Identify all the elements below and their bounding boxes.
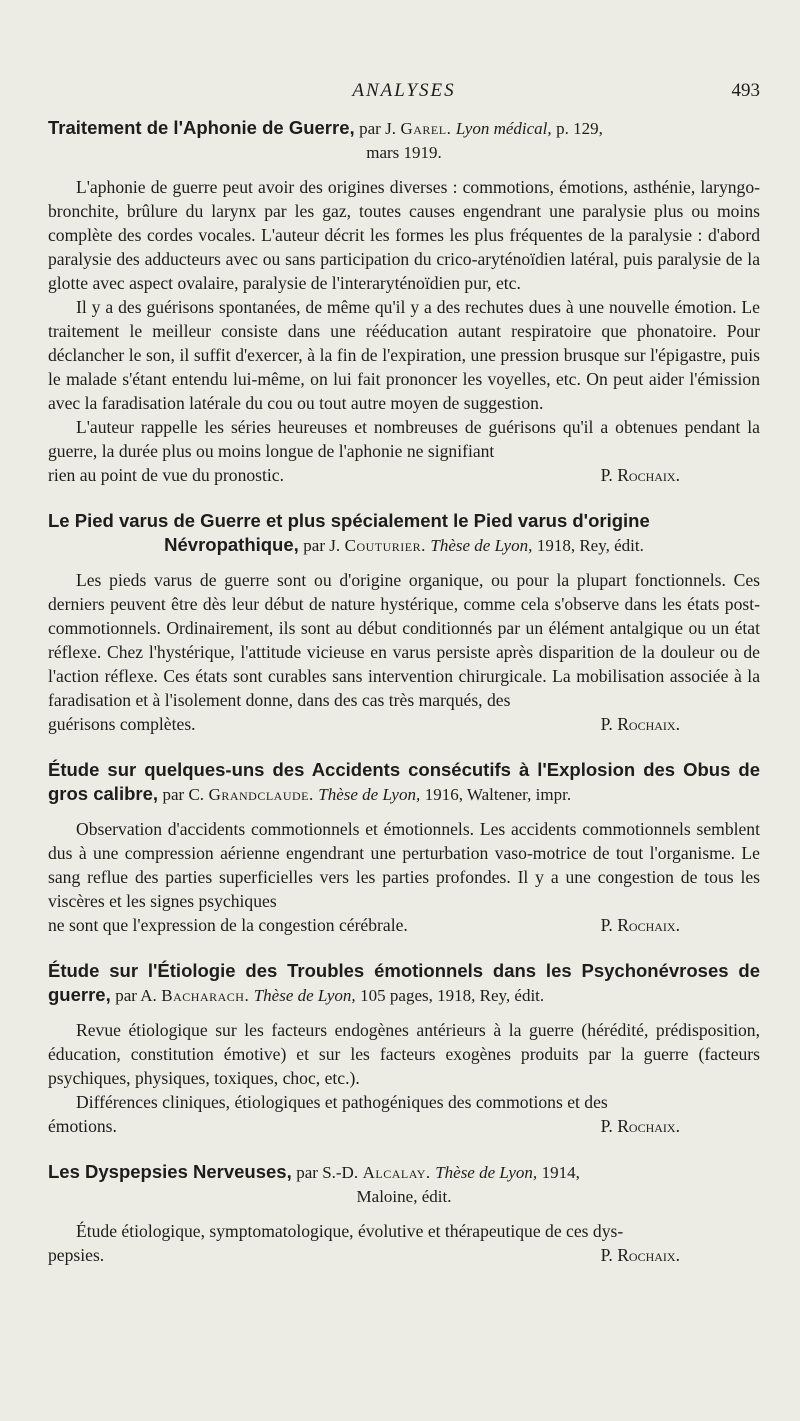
source-details: 105 pages, 1918, Rey, édit.	[360, 986, 545, 1005]
article-title: Le Pied varus de Guerre et plus spécialement le Pied varus d'origine	[48, 510, 650, 531]
running-title: ANALYSES	[352, 80, 456, 101]
article-title: Étude sur quelques-uns des Accidents consécutifs à l'Explosion des Obus de gros calibre,	[48, 759, 760, 804]
publisher: Maloine, édit.	[356, 1187, 452, 1206]
byline-prefix: par J.	[303, 536, 341, 555]
page-number: 493	[731, 80, 760, 101]
paragraph: Les pieds varus de guerre sont ou d'origine organique, ou pour la plupart fonctionnels. Ces derniers peuvent être dès leur début de nature hystérique, comme cela s'observe dans les états post-commotionnels. Ordinairement, ils sont au début conditionnés par un élément antalgique ou un état réflexe. Chez l'hystérique, l'attitude vicieuse en varus persiste après disparition de la douleur ou de l'action réflexe. Ces états sont curables sans intervention chirurgicale. La mobilisation associée à la faradisation et à l'isolement donne, dans des cas très marqués, des	[48, 570, 760, 710]
article-heading	[48, 1160, 760, 1209]
source-journal: Thèse de Lyon,	[318, 785, 421, 804]
source-details: 1916, Waltener, impr.	[424, 785, 572, 804]
signature: P. Rochaix.	[600, 714, 680, 734]
closing-text: pepsies.	[48, 1245, 105, 1265]
source-journal: Thèse de Lyon,	[435, 1163, 538, 1182]
closing-text: émotions.	[48, 1116, 117, 1136]
article-title: Traitement de l'Aphonie de Guerre,	[48, 117, 355, 138]
signature: P. Rochaix.	[600, 1116, 680, 1136]
source-details: 1914,	[541, 1163, 580, 1182]
byline-prefix: par S.-D.	[296, 1163, 359, 1182]
author-name: Alcalay.	[362, 1163, 431, 1182]
source-journal: Thèse de Lyon,	[430, 536, 533, 555]
signature: P. Rochaix.	[600, 915, 680, 935]
source-journal: Lyon médical,	[455, 119, 552, 138]
signature: P. Rochaix.	[600, 1245, 680, 1265]
article-dyspepsies	[48, 1160, 760, 1267]
source-details: 1918, Rey, édit.	[536, 536, 644, 555]
source-journal: Thèse de Lyon,	[253, 986, 356, 1005]
article-heading	[48, 758, 760, 807]
byline-prefix: par A.	[115, 986, 157, 1005]
source-date: mars 1919.	[366, 143, 442, 162]
paragraph: Observation d'accidents commotionnels et émotionnels. Les accidents commotionnels semblent dus à une compression aérienne engendrant une perturbation vaso-motrice de tout l'organisme. Le sang reflue des parties superficielles vers les parties profondes. Il y a une congestion de tous les viscères et les signes psychiques	[48, 819, 760, 911]
article-etiologie	[48, 959, 760, 1138]
closing-text: guérisons complètes.	[48, 714, 196, 734]
author-name: Bacharach.	[161, 986, 250, 1005]
article-heading-line-2	[48, 533, 760, 558]
paragraph: Revue étiologique sur les facteurs endogènes antérieurs à la guerre (hérédité, prédisposition, éducation, constitution émotive) et sur les facteurs exogènes produits par la guerre (facteurs psychiques, physiques, toxiques, choc, etc.).	[48, 1020, 760, 1088]
page-content	[48, 116, 760, 1289]
closing-line	[48, 712, 760, 736]
article-aphonie	[48, 116, 760, 487]
author-name: Garel.	[400, 119, 452, 138]
paragraph: Différences cliniques, étiologiques et pathogéniques des commotions et des	[76, 1092, 608, 1112]
signature: P. Rochaix.	[600, 465, 680, 485]
article-title: Étude sur l'Étiologie des Troubles émotionnels dans les Psychonévroses de guerre,	[48, 960, 760, 1005]
author-name: Grandclaude.	[208, 785, 314, 804]
closing-line	[48, 463, 760, 487]
source-details: p. 129,	[556, 119, 603, 138]
article-obus	[48, 758, 760, 937]
paragraph: L'aphonie de guerre peut avoir des origines diverses : commotions, émotions, asthénie, laryngo-bronchite, brûlure du larynx par les gaz, toutes causes engendrant une paralysie plus ou moins complète des cordes vocales. L'auteur décrit les formes les plus fréquentes de la paralysie : d'abord paralysie des adducteurs avec ou sans participation du crico-aryténoïdien latéral, puis paralysie de la glotte avec aspect ovalaire, paralysie de l'interaryténoïdien pur, etc.	[48, 177, 760, 293]
author-name: Couturier.	[344, 536, 426, 555]
article-title-cont: Névropathique,	[164, 534, 299, 555]
closing-text: ne sont que l'expression de la congestion cérébrale.	[48, 915, 408, 935]
article-heading	[48, 509, 760, 558]
byline-prefix: par C.	[162, 785, 205, 804]
closing-line	[48, 1243, 760, 1267]
byline-prefix: par J.	[359, 119, 396, 138]
article-heading	[48, 116, 760, 165]
paragraph: Il y a des guérisons spontanées, de même qu'il y a des rechutes dues à une nouvelle émotion. Le traitement le meilleur consiste dans une rééducation autant respiratoire que phonatoire. Pour déclancher le son, il suffit d'exercer, à la fin de l'expiration, une pression brusque sur l'épigastre, puis le malade s'étant entendu lui-même, on lui fait prononcer les voyelles, etc. On peut aider l'émission avec la faradisation latérale du cou ou tout autre moyen de suggestion.	[48, 297, 760, 413]
page-header	[48, 80, 760, 104]
closing-line	[48, 1114, 760, 1138]
closing-text: rien au point de vue du pronostic.	[48, 465, 284, 485]
article-pied-varus	[48, 509, 760, 736]
closing-line	[48, 913, 760, 937]
article-heading	[48, 959, 760, 1008]
paragraph: Étude étiologique, symptomatologique, évolutive et thérapeutique de ces dys-	[76, 1221, 624, 1241]
article-title: Les Dyspepsies Nerveuses,	[48, 1161, 292, 1182]
paragraph: L'auteur rappelle les séries heureuses et nombreuses de guérisons qu'il a obtenues pendant la guerre, la durée plus ou moins longue de l'aphonie ne signifiant	[48, 417, 760, 461]
